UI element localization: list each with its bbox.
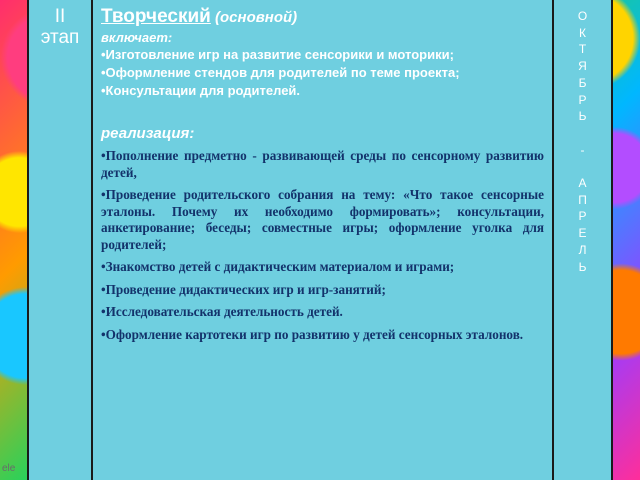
- content-cell: [93, 0, 554, 480]
- period-letters: [554, 8, 611, 275]
- includes-item: •Консультации для родителей.: [101, 83, 301, 98]
- period-letter: Б: [578, 75, 587, 90]
- period-letter: А: [578, 176, 587, 191]
- period-letter: Е: [578, 226, 587, 241]
- stage-number: II: [54, 6, 66, 27]
- realization-item: •Пополнение предметно - развивающей среды по сенсорному развитию детей,: [101, 148, 544, 180]
- realization-item: •Оформление картотеки игр по развитию у детей сенсорных эталонов.: [101, 326, 524, 342]
- period-letter: Я: [578, 59, 587, 74]
- period-letter: Л: [578, 242, 587, 257]
- title-main: Творческий: [101, 6, 211, 27]
- period-letter: О: [577, 9, 588, 23]
- includes-item: •Изготовление игр на развитие сенсорики и моторики;: [101, 47, 454, 62]
- period-dash: -: [580, 142, 585, 157]
- includes-label: включает:: [101, 30, 173, 45]
- period-letter: [554, 158, 611, 175]
- stage-word: этап: [40, 27, 80, 48]
- watermark-text: ele: [2, 463, 16, 474]
- period-letter: К: [579, 25, 586, 40]
- period-letter: Ь: [578, 259, 587, 274]
- stage-title: [101, 6, 544, 29]
- period-letter: Ь: [578, 109, 587, 124]
- period-letter: П: [578, 192, 587, 207]
- realization-item: •Проведение дидактических игр и игр-занятий;: [101, 281, 386, 297]
- period-cell: [554, 0, 611, 480]
- realization-label: реализация:: [101, 125, 195, 142]
- realization-item: •Исследовательская деятельность детей.: [101, 304, 343, 319]
- includes-item: •Оформление стендов для родителей по теме проекта;: [101, 65, 460, 80]
- stage-cell: [29, 0, 93, 480]
- period-letter: Р: [578, 209, 587, 224]
- title-sub: (основной): [210, 9, 298, 26]
- realization-list: [101, 148, 544, 343]
- period-letter: Р: [578, 92, 587, 107]
- realization-item: •Знакомство детей с дидактическим материалом и играми;: [101, 259, 455, 274]
- includes-list: [101, 46, 544, 100]
- period-letter: Т: [578, 42, 587, 57]
- plan-table: [27, 0, 613, 480]
- stage-label: [29, 6, 91, 48]
- realization-item: •Проведение родительского собрания на тему: «Что такое сенсорные эталоны. Почему их необходимо формировать»; консультации, анкетирование; беседы; совместные игры; оформление уголка для родителей;: [101, 187, 544, 252]
- period-letter: [554, 125, 611, 142]
